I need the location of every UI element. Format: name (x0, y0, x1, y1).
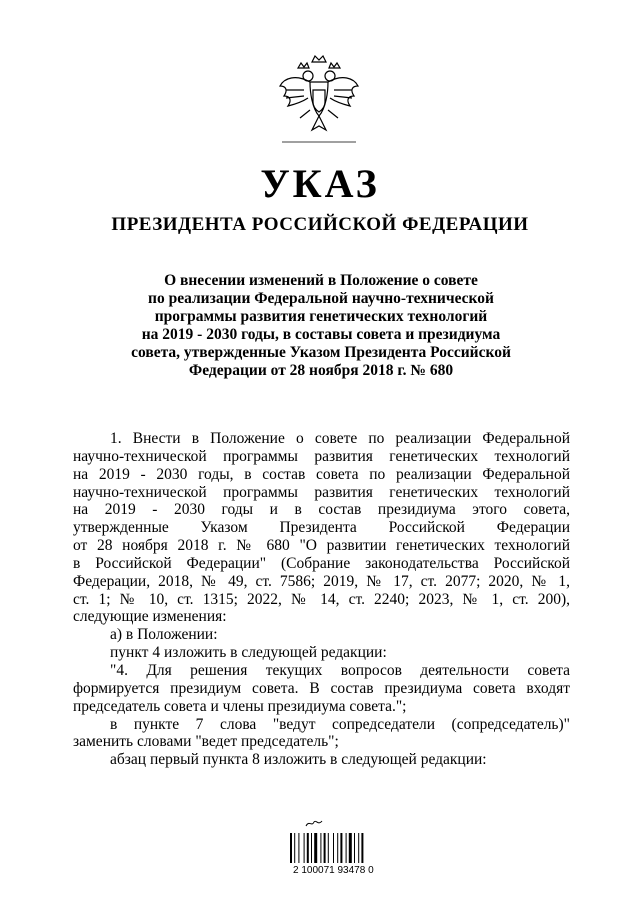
body-line: на 2019 - 2030 годы и в состав президиума этого совета, (73, 501, 570, 519)
barcode-bar (311, 833, 312, 863)
heading-line: на 2019 - 2030 годы, в составы совета и президиума (141, 326, 501, 343)
body-line: заменить словами "ведет председатель"; (73, 733, 339, 751)
barcode-bar (349, 833, 352, 863)
heading-line: совета, утвержденные Указом Президента Российской (131, 344, 511, 361)
body-line: в Российской Федерации" (Собрание законодательства Российской (73, 554, 570, 572)
barcode-bar (320, 833, 321, 863)
coat-of-arms-icon (276, 52, 362, 144)
barcode-bar (328, 833, 329, 863)
barcode-bar (294, 833, 295, 863)
barcode-bar (314, 833, 317, 863)
document-title: УКАЗ (260, 161, 380, 206)
body-line: научно-технической программы развития генетических технологий (73, 483, 570, 501)
heading-line: по реализации Федеральной научно-технической (148, 290, 494, 307)
heading-line: программы развития генетических технологий (154, 308, 488, 325)
barcode-bar (340, 833, 342, 863)
body-line: 1. Внести в Положение о совете по реализации Федеральной (110, 430, 570, 447)
barcode-bar (358, 833, 359, 863)
body-line: "4. Для решения текущих вопросов деятельности совета (110, 661, 570, 679)
body-line: в пункте 7 слова "ведут сопредседатели (сопредседатель)" (110, 715, 570, 733)
heading-line: О внесении изменений в Положение о совете (164, 272, 478, 289)
barcode-bar (324, 833, 326, 863)
body-line: Федерации, 2018, № 49, ст. 7586; 2019, № 17, ст. 2077; 2020, № 1, (73, 572, 570, 590)
body-line: следующие изменения: (73, 608, 227, 626)
document-heading (112, 272, 530, 380)
barcode-bar (304, 833, 305, 863)
body-line: от 28 ноября 2018 г. № 680 "О развитии генетических технологий (73, 537, 570, 555)
barcode-bar (298, 833, 299, 863)
barcode-bar (333, 833, 334, 863)
body-line: на 2019 - 2030 годы, в состав совета по реализации Федеральной (73, 465, 570, 483)
barcode-icon (290, 833, 380, 863)
document-body (73, 430, 570, 769)
body-line: ст. 1; № 10, ст. 1315; 2022, № 14, ст. 2240; 2023, № 1, ст. 200), (73, 590, 570, 608)
barcode-number: 2 100071 93478 0 (293, 865, 374, 876)
barcode-bar (361, 833, 363, 863)
scribble-mark-icon (305, 818, 323, 828)
body-line: научно-технической программы развития генетических технологий (73, 447, 570, 465)
body-line: абзац первый пункта 8 изложить в следующей редакции: (110, 751, 487, 769)
document-subtitle: ПРЕЗИДЕНТА РОССИЙСКОЙ ФЕДЕРАЦИИ (111, 214, 529, 235)
barcode-bar (290, 833, 292, 863)
body-line: пункт 4 изложить в следующей редакции: (110, 644, 387, 662)
body-line: утвержденные Указом Президента Российской Федерации (73, 519, 570, 537)
barcode-bar (337, 833, 338, 863)
heading-line: Федерации от 28 ноября 2018 г. № 680 (188, 362, 454, 379)
barcode-bar (346, 833, 347, 863)
body-line: формируется президиум совета. В состав президиума совета входят (73, 679, 570, 697)
barcode-bar (354, 833, 355, 863)
barcode-bar (307, 833, 309, 863)
body-line: а) в Положении: (110, 626, 218, 644)
body-line: председатель совета и члены президиума совета."; (73, 697, 407, 715)
